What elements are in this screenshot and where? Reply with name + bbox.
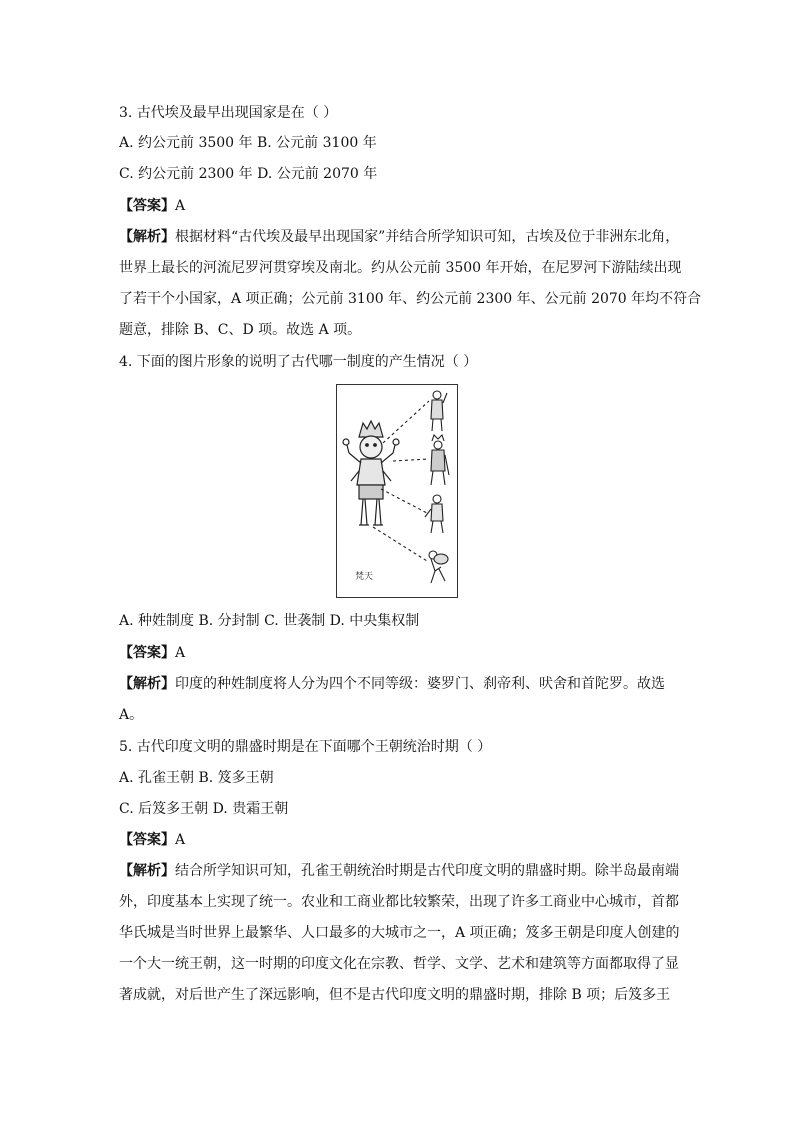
answer-tag: 【答案】 [119, 645, 175, 661]
q5-options-cd: C. 后笈多王朝 D. 贵霜王朝 [119, 801, 289, 817]
analysis-text: 印度的种姓制度将人分为四个不同等级：婆罗门、刹帝利、吠舍和首陀罗。故选 [175, 676, 665, 692]
q4-options: A. 种姓制度 B. 分封制 C. 世袭制 D. 中央集权制 [119, 613, 420, 629]
q3-stem: 3. 古代埃及最早出现国家是在（ ） [119, 105, 338, 121]
q5-analysis-line: 外，印度基本上实现了统一。农业和工商业都比较繁荣，出现了许多工商业中心城市，首都 [119, 894, 679, 910]
brahma-deity [343, 421, 399, 525]
kshatriya-figure [431, 435, 449, 485]
brahma-figure-drawing [337, 385, 457, 597]
q3-answer [119, 196, 185, 216]
q5-analysis-line: 华氏城是当时世界上最繁华、人口最多的大城市之一，A 项正确；笈多王朝是印度人创建的 [119, 925, 680, 941]
q3-analysis-line: 了若干个小国家，A 项正确；公元前 3100 年、约公元前 2300 年、公元前 2070 年均不符合 [119, 291, 702, 307]
analysis-tag: 【解析】 [119, 229, 175, 245]
q5-analysis-line [119, 861, 679, 881]
answer-value: A [175, 198, 186, 214]
q4-answer [119, 643, 185, 663]
q4-analysis-line [119, 674, 665, 694]
q3-analysis-line [119, 227, 679, 247]
q4-stem: 4. 下面的图片形象的说明了古代哪一制度的产生情况（ ） [119, 354, 478, 370]
q5-answer [119, 830, 185, 850]
q3-analysis-line: 世界上最长的河流尼罗河贯穿埃及南北。约从公元前 3500 年开始，在尼罗河下游陆续出现 [119, 260, 682, 276]
analysis-tag: 【解析】 [119, 863, 175, 879]
answer-tag: 【答案】 [119, 198, 175, 214]
q4-analysis-line: A。 [119, 707, 144, 723]
caste-illustration [336, 384, 458, 598]
shudra-figure [429, 551, 448, 583]
analysis-text: 根据材料“古代埃及最早出现国家”并结合所学知识可知，古埃及位于非洲东北角， [175, 229, 680, 245]
vaishya-figure [425, 495, 443, 533]
q3-analysis-line: 题意，排除 B、C、D 项。故选 A 项。 [119, 322, 362, 338]
figure-caption: 梵天 [355, 572, 374, 582]
q3-options-cd: C. 约公元前 2300 年 D. 公元前 2070 年 [119, 166, 378, 182]
q5-analysis-line: 著成就，对后世产生了深远影响，但不是古代印度文明的鼎盛时期，排除 B 项；后笈多王 [119, 987, 671, 1003]
answer-tag: 【答案】 [119, 832, 175, 848]
brahmin-figure [431, 391, 447, 431]
answer-value: A [175, 832, 186, 848]
analysis-text: 结合所学知识可知，孔雀王朝统治时期是古代印度文明的鼎盛时期。除半岛最南端 [175, 863, 679, 879]
q3-options-ab: A. 约公元前 3500 年 B. 公元前 3100 年 [119, 135, 377, 151]
analysis-tag: 【解析】 [119, 676, 175, 692]
q5-options-ab: A. 孔雀王朝 B. 笈多王朝 [119, 770, 274, 786]
answer-value: A [175, 645, 186, 661]
q5-stem: 5. 古代印度文明的鼎盛时期是在下面哪个王朝统治时期（ ） [119, 739, 492, 755]
q5-analysis-line: 一个大一统王朝，这一时期的印度文化在宗教、哲学、文学、艺术和建筑等方面都取得了显 [119, 956, 679, 972]
